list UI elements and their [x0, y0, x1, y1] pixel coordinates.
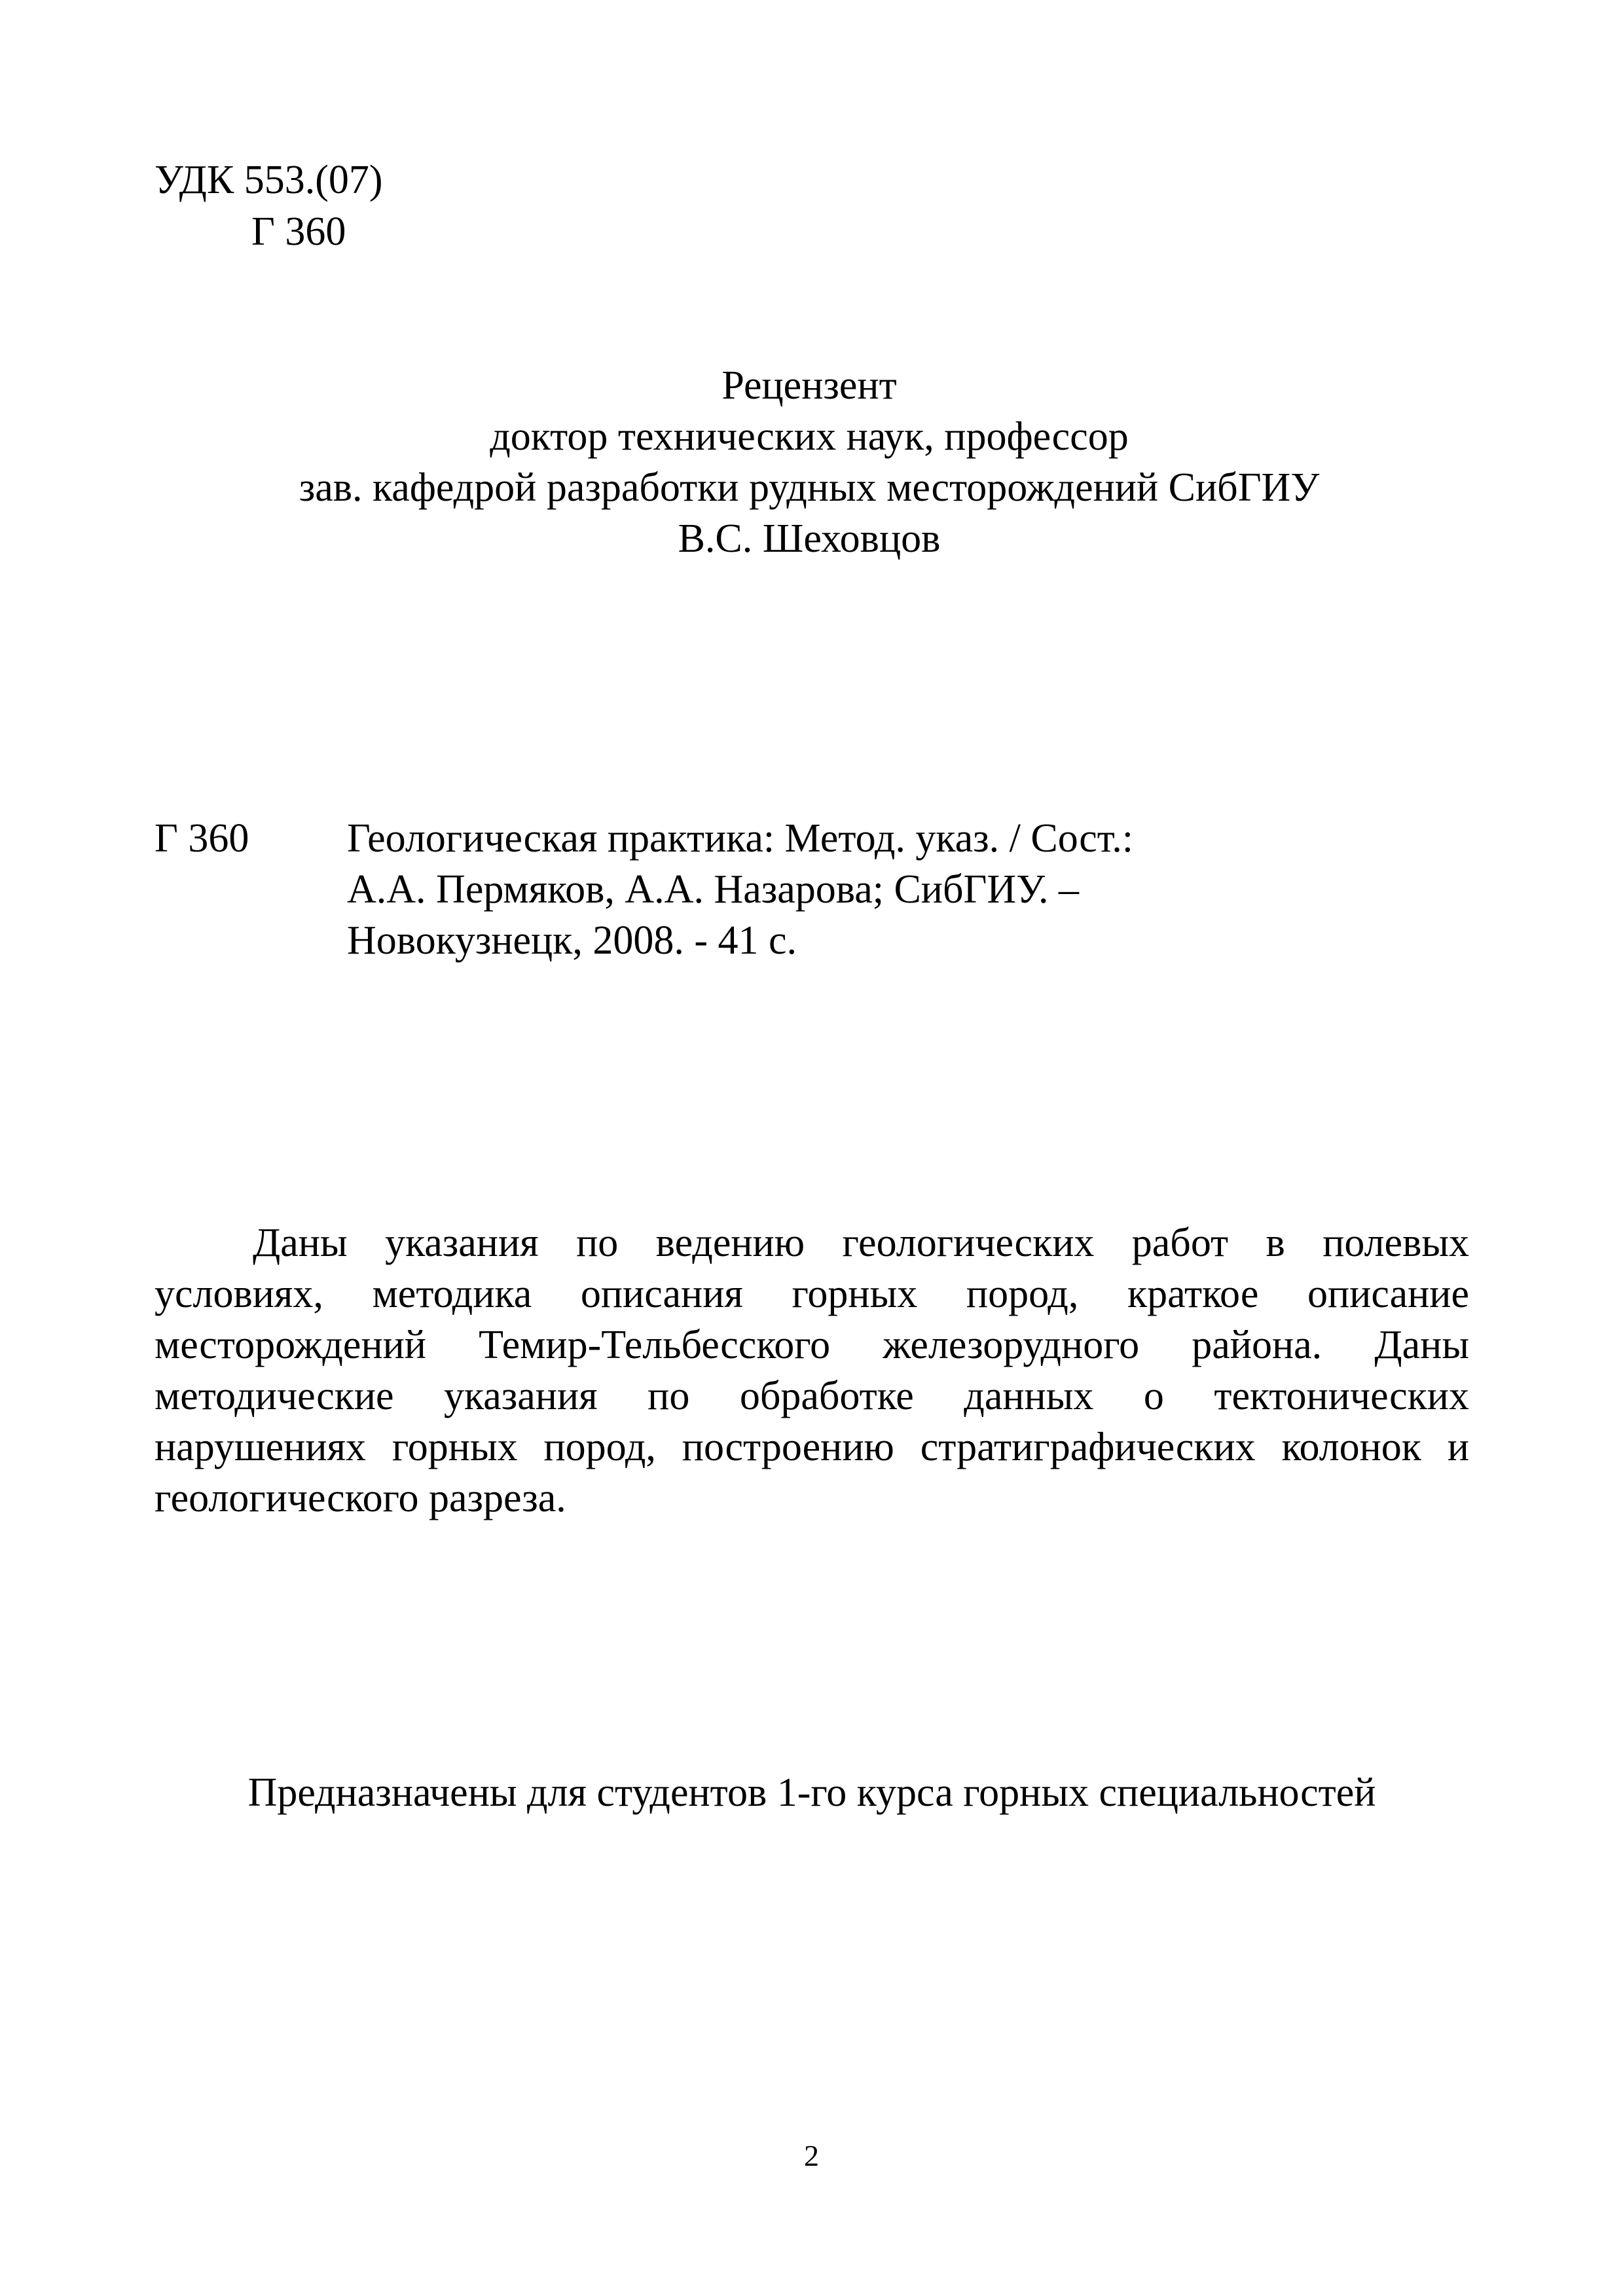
- udk-index: УДК 553.(07): [155, 158, 383, 202]
- library-code: Г 360: [251, 209, 346, 254]
- target-audience: Предназначены для студентов 1-го курса горных специальностей: [247, 1770, 1376, 1815]
- bibliography-line: А.А. Пермяков, А.А. Назарова; СибГИУ. –: [347, 867, 1079, 912]
- reviewer-name: В.С. Шеховцов: [678, 516, 941, 561]
- reviewer-degree: доктор технических наук, профессор: [490, 414, 1129, 459]
- annotation-line: условиях, методика описания горных пород, краткое описание: [155, 1272, 1469, 1316]
- reviewer-position: зав. кафедрой разработки рудных месторождений СибГИУ: [299, 465, 1320, 510]
- annotation-line: месторождений Темир-Тельбесского железорудного района. Даны: [155, 1323, 1469, 1367]
- bibliography-code: Г 360: [155, 816, 249, 861]
- annotation-line: методические указания по обработке данных о тектонических: [155, 1374, 1469, 1418]
- annotation-line: геологического разреза.: [155, 1476, 566, 1520]
- bibliography-line: Геологическая практика: Метод. указ. / Сост.:: [347, 816, 1133, 861]
- bibliography-line: Новокузнецк, 2008. - 41 с.: [347, 918, 797, 963]
- bibliography-record: [347, 813, 1493, 966]
- reviewer-block: [155, 360, 1464, 564]
- annotation-line: нарушениях горных пород, построению стратиграфических колонок и: [155, 1425, 1469, 1469]
- annotation-line: Даны указания по ведению геологических работ в полевых: [253, 1221, 1469, 1265]
- annotation-paragraph: [155, 1217, 1469, 1524]
- reviewer-heading: Рецензент: [721, 363, 897, 408]
- page-number: 2: [804, 2139, 819, 2172]
